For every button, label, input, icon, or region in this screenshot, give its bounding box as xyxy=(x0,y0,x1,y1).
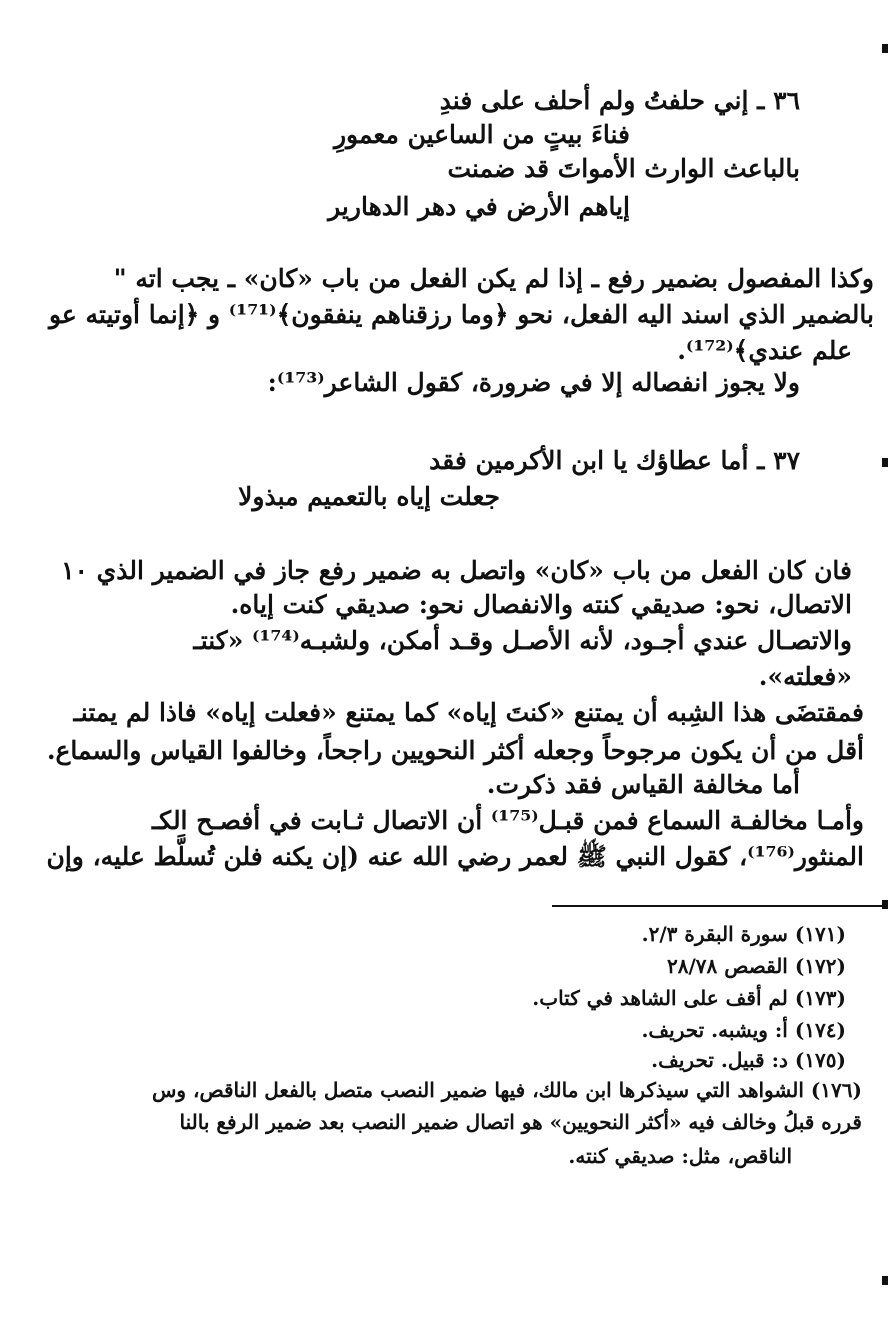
para-2-line-3: والاتصـال عندي أجـود، لأنه الأصـل وقـد أمكن، ولشبـه⁽¹⁷⁴⁾ «كنتـ xyxy=(193,626,852,655)
margin-mark xyxy=(882,44,888,53)
margin-mark xyxy=(882,900,888,909)
para-2-line-2: الاتصال، نحو: صديقي كنته والانفصال نحو: صديقي كنت إياه. xyxy=(230,590,852,619)
para-2-line-4: «فعلته». xyxy=(758,662,852,691)
margin-mark xyxy=(882,458,888,467)
para-1-line-4: ولا يجوز انفصاله إلا في ضرورة، كقول الشاعر⁽¹⁷³⁾: xyxy=(267,368,800,397)
footnote-176-line-1: (١٧٦) الشواهد التي سيذكرها ابن مالك، فيها ضمير النصب متصل بالفعل الناقص، وس xyxy=(151,1078,862,1102)
para-2-line-8: وأمـا مخالفـة السماع فمن قبـل⁽¹⁷⁵⁾ أن الاتصال ثـابت في أفصـح الكـ xyxy=(151,806,864,835)
verse-36-line-3: بالباعث الوارث الأمواتَ قد ضمنت xyxy=(447,154,800,183)
para-2-line-1: فان كان الفعل من باب «كان» واتصل به ضمير رفع جاز في الضمير الذي ١٠ xyxy=(61,556,852,585)
para-2-line-6: أقل من أن يكون مرجوحاً وجعله أكثر النحويين راجحاً، وخالفوا القياس والسماع. xyxy=(46,736,864,765)
margin-mark xyxy=(882,1276,888,1285)
footnote-separator xyxy=(552,905,882,907)
footnote-174: (١٧٤) أ: ويشبه. تحريف. xyxy=(641,1018,846,1042)
para-1-line-3: علم عندي﴾⁽¹⁷²⁾. xyxy=(677,336,852,365)
para-2-line-5: فمقتضَى هذا الشِبه أن يمتنع «كنتَ إياه» كما يمتنع «فعلت إياه» فاذا لم يمتنـ xyxy=(73,698,864,727)
verse-36-line-1: ٣٦ ـ إني حلفتُ ولم أحلف على فندِ xyxy=(439,86,800,115)
para-2-line-9: المنثور⁽¹⁷⁶⁾، كقول النبي ﷺ لعمر رضي الله عنه (إن يكنه فلن تُسلَّط عليه، وإن xyxy=(46,842,864,871)
verse-37-line-1: ٣٧ ـ أما عطاؤك يا ابن الأكرمين فقد xyxy=(429,446,800,475)
para-1-line-1: وكذا المفصول بضمير رفع ـ إذا لم يكن الفعل من باب «كان» ـ يجب اته " xyxy=(113,264,874,293)
verse-37-line-2: جعلت إياه بالتعميم مبذولا xyxy=(238,482,500,511)
footnote-176-line-2: قرره قبلُ وخالف فيه «أكثر النحويين» هو اتصال ضمير النصب بعد ضمير الرفع بالنا xyxy=(179,1110,862,1134)
para-1-line-2: بالضمير الذي اسند اليه الفعل، نحو ﴿وما رزقناهم ينفقون﴾⁽¹⁷¹⁾ و ﴿إنما أوتيته عو xyxy=(49,300,874,329)
footnote-176-line-3: الناقص، مثل: صديقي كنته. xyxy=(568,1144,792,1168)
para-2-line-7: أما مخالفة القياس فقد ذكرت. xyxy=(486,770,800,799)
footnote-175: (١٧٥) د: قبيل. تحريف. xyxy=(651,1048,846,1072)
verse-36-line-4: إياهم الأرض في دهر الدهارير xyxy=(328,192,630,221)
footnote-171: (١٧١) سورة البقرة ٢/٣. xyxy=(641,922,846,946)
verse-36-line-2: فناءَ بيتٍ من الساعين معمورِ xyxy=(333,120,630,149)
footnote-172: (١٧٢) القصص ٢٨/٧٨ xyxy=(667,954,846,978)
footnote-173: (١٧٣) لم أقف على الشاهد في كتاب. xyxy=(532,986,846,1010)
